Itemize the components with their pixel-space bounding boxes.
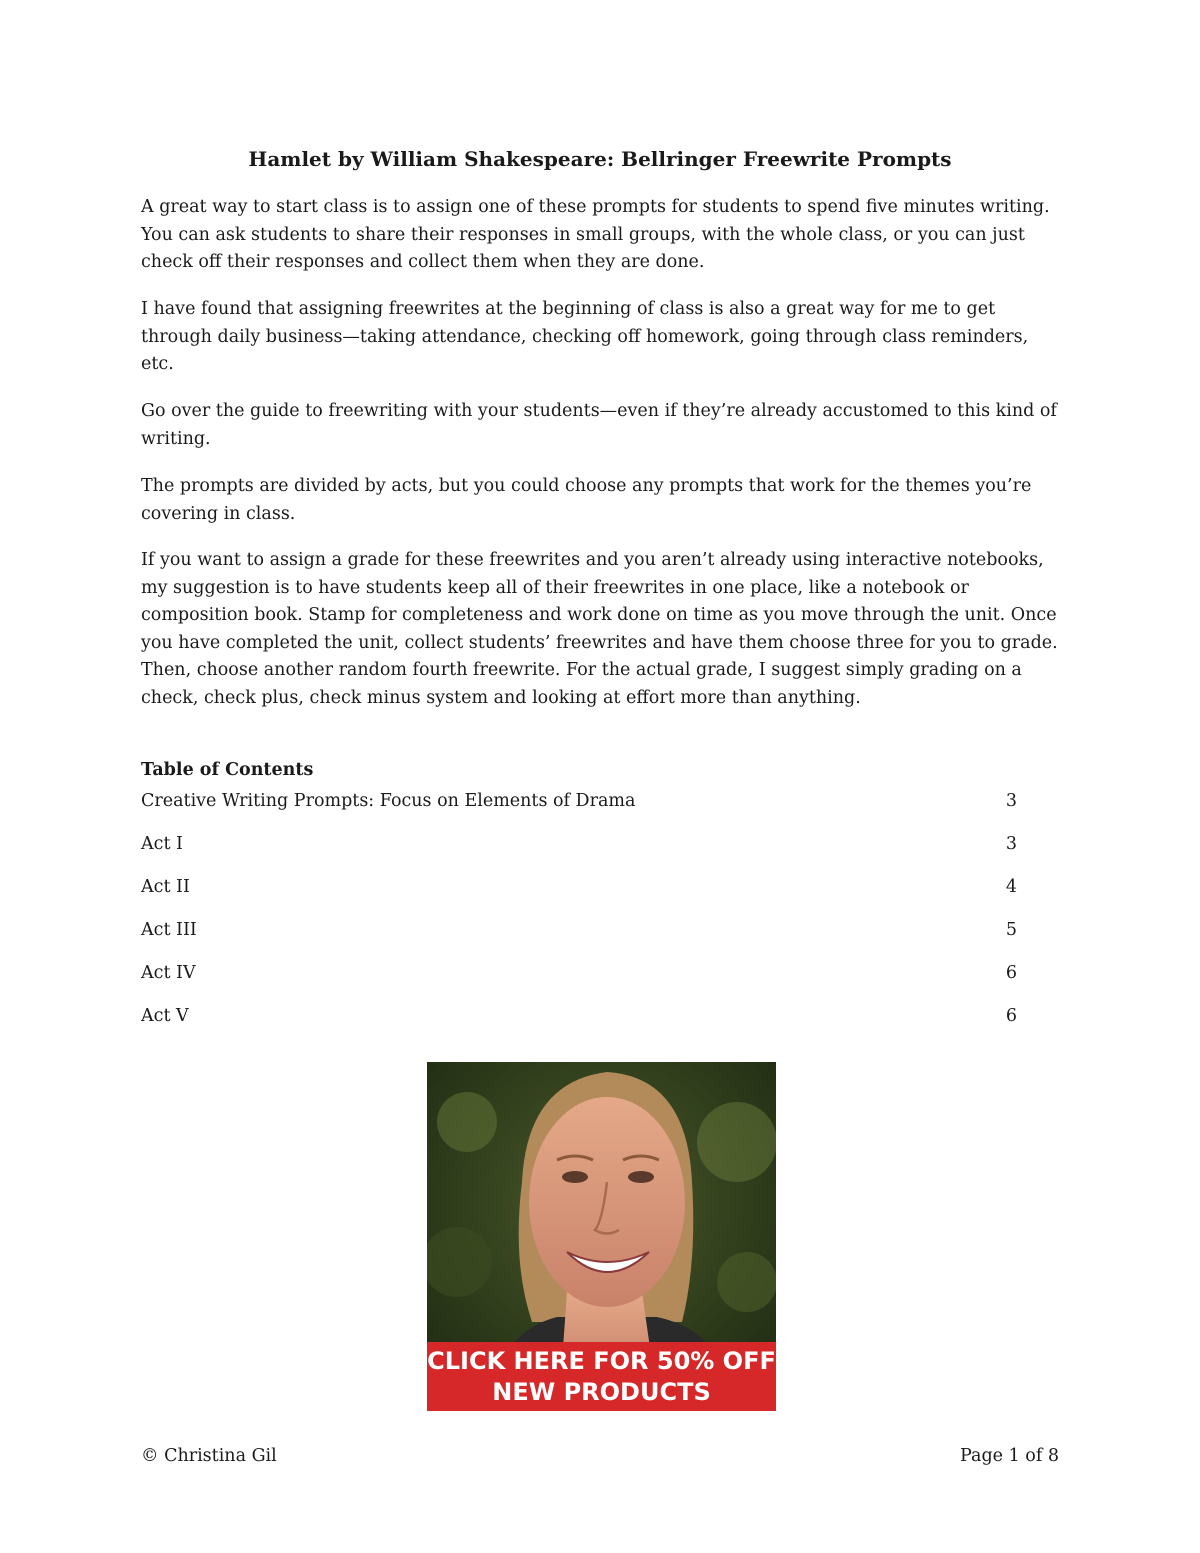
toc-entry-label: Act V (141, 1006, 189, 1026)
toc-entry-label: Act I (141, 834, 183, 854)
promo-banner[interactable] (427, 1342, 776, 1411)
footer-copyright: © Christina Gil (141, 1446, 277, 1466)
toc-entry-label: Creative Writing Prompts: Focus on Elements of Drama (141, 791, 636, 811)
intro-paragraph: A great way to start class is to assign one of these prompts for students to spend five minutes writing. You can ask students to share their responses in small groups, with the whole class, or you can just check off their responses and collect them when they are done. (141, 197, 1050, 272)
promo-line-1: CLICK HERE FOR 50% OFF (427, 1347, 776, 1375)
toc-entry-label: Act III (141, 920, 197, 940)
toc-entry-elements-of-drama[interactable] (141, 787, 1017, 815)
promo-banner-link[interactable] (427, 1062, 776, 1411)
toc-entry-act-3[interactable] (141, 916, 1017, 944)
page-title: Hamlet by William Shakespeare: Bellringer Freewrite Prompts (248, 147, 952, 171)
toc-entry-page: 4 (1005, 877, 1017, 897)
toc-entry-page: 3 (1005, 791, 1017, 811)
promo-line-2: NEW PRODUCTS (492, 1378, 711, 1406)
toc-entry-page: 6 (1005, 1006, 1017, 1026)
toc-entry-label: Act II (141, 877, 190, 897)
toc-entry-act-5[interactable] (141, 1002, 1017, 1030)
toc-heading: Table of Contents (141, 760, 314, 780)
toc-entry-page: 3 (1005, 834, 1017, 854)
toc-entry-act-1[interactable] (141, 830, 1017, 858)
business-paragraph: I have found that assigning freewrites at the beginning of class is also a great way for me to get through daily business—taking attendance, checking off homework, going through class reminders, etc. (141, 299, 1029, 374)
toc-entry-act-4[interactable] (141, 959, 1017, 987)
guide-paragraph: Go over the guide to freewriting with your students—even if they’re already accustomed to this kind of writing. (141, 401, 1057, 449)
toc-entry-page: 6 (1005, 963, 1017, 983)
acts-paragraph: The prompts are divided by acts, but you could choose any prompts that work for the themes you’re covering in class. (141, 476, 1032, 524)
toc-entry-page: 5 (1005, 920, 1017, 940)
grading-paragraph: If you want to assign a grade for these freewrites and you aren’t already using interactive notebooks, my suggestion is to have students keep all of their freewrites in one place, like a notebook or composition book. Stamp for completeness and work done on time as you move through the unit. Once you have completed the unit, collect students’ freewrites and have them choose three for you to grade. Then, choose another random fourth freewrite. For the actual grade, I suggest simply grading on a check, check plus, check minus system and looking at effort more than anything. (141, 550, 1058, 708)
toc-entry-act-2[interactable] (141, 873, 1017, 901)
footer-page-indicator: Page 1 of 8 (960, 1446, 1059, 1466)
toc-entry-label: Act IV (141, 963, 196, 983)
